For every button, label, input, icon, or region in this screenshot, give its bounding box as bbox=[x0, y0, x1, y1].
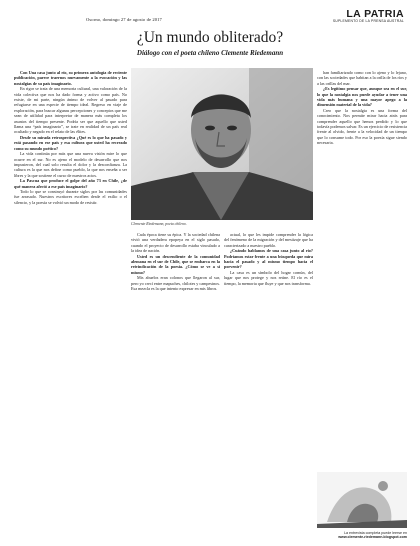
masthead-tagline: SUPLEMENTO DE LA PRENSA AUSTRAL bbox=[332, 19, 404, 23]
paragraph: La vida continúa por más que una nueva visión mire lo que ocurre en el sur. No es ajeno el modelo de desarrollo que nos impusieron, del cual solo resulta el dolor y la desconfianza. La cultura es la que nos define como pueblo, la que nos enseña a ser libres y la que sostiene el curso de nuestros actos. bbox=[14, 151, 127, 178]
photo-caption: Clemente Riedemann, poeta chileno. bbox=[131, 222, 187, 226]
paragraph: Cada época tiene su épica. Y la sociedad chilena vivió una verdadera epopeya en el siglo pasado, cuando el proyecto de desarrollo estaba vinculado a la idea de nación. bbox=[131, 232, 220, 254]
column-3 bbox=[224, 232, 313, 532]
paragraph: En rigor se trata de una memoria cultural, una valoración de la vida colectiva que nos ha dado forma y activo como país. No existe, de mi parte, ningún ánimo de volver al pasado para refugiarse en una especie de tiempo ideal. Regreso en viaje de exploración, para buscar algunas percepciones y conceptos que me sean de utilidad para interpretar de manera más completa los asuntos del tiempo presente. Podría ser que aquello que usted llama una “país imaginario”, se trate en realidad de un país real ocultado y negado en el relato de las élites. bbox=[14, 86, 127, 135]
paragraph: Mis abuelos eran colonos que llegaron al sur, pero yo crecí entre mapuches, chilotes y campesinos. Esa mezcla es la que intento expresar en mis libros. bbox=[131, 275, 220, 292]
paragraph: Usted es un descendiente de la comunidad alemana en el sur de Chile, que se embarca en la reivindicación de la poesía. ¿Cómo se ve a sí mismo? bbox=[131, 253, 220, 275]
paragraph: Creo que la nostalgia es una forma del conocimiento. Nos permite mirar hacia atrás para comprender aquello que hemos perdido y lo que todavía podemos salvar. Es un ejercicio de resistencia frente al olvido, frente a la velocidad de un tiempo que lo consume todo. Por eso la poesía sigue siendo necesaria. bbox=[317, 107, 407, 146]
paragraph: Con Una casa junto al río, su primera antología de reciente publicación, parece traernos nuevamente a la evocación y las nostalgias de su país imaginario. bbox=[14, 70, 127, 86]
footnote bbox=[317, 531, 407, 539]
paragraph: La Pascua que produce el golpe del año 73 en Chile, ¿de qué manera afectó a ese país imaginario? bbox=[14, 178, 127, 189]
article-subtitle: Diálogo con el poeta chileno Clemente Riedemann bbox=[136, 49, 284, 57]
footnote-text: La entrevista completa puede leerse en bbox=[344, 531, 407, 535]
paragraph: ¿Es legítimo pensar que, aunque sea en el sur, lo que la nostalgia nos puede ayudar a tener una vida más humana y una mayor apego a la dimensión material de la vida? bbox=[317, 86, 407, 108]
paragraph: ¿Cuándo hablamos de una casa junto al río? Podríamos estar frente a una búsqueda que mira hacia el pasado y al mismo tiempo hacia el porvenir? bbox=[224, 248, 313, 270]
paragraph: La casa es un símbolo del hogar común, del lugar que nos protege y nos reúne. El río es el tiempo, la memoria que fluye y que nos transforma. bbox=[224, 269, 313, 286]
paragraph: han familiarizado como con lo ajeno y lo lejano, con las sociedades que habitan a la orilla de los ríos y a las orillas del mar. bbox=[317, 70, 407, 86]
decorative-illustration bbox=[317, 472, 407, 528]
paragraph: Todo lo que se construyó durante siglos por las comunidades fue arrasado. Nuestros escritores escriben desde el exilio o el silencio, y la poesía se volvió un modo de resistir. bbox=[14, 188, 127, 205]
column-4 bbox=[317, 70, 407, 470]
paragraph: actual, lo que les impide comprender la lógica del fenómeno de la migración y del mestizaje que ha caracterizado a nuestro pueblo. bbox=[224, 232, 313, 248]
dateline: Osorno, domingo 27 de agosto de 2017 bbox=[86, 17, 162, 22]
masthead bbox=[333, 8, 404, 23]
masthead-title: LA PATRIA bbox=[346, 8, 404, 20]
footnote-link[interactable]: www.clemente-riedemann.blogspot.com bbox=[338, 535, 407, 539]
article-title: ¿Un mundo obliterado? bbox=[136, 29, 284, 46]
paragraph: Desde su mirada retrospectiva ¿Qué es lo que ha pasado y está pasando en ese país y esa cultura que usted ha recreado como su mundo poético? bbox=[14, 134, 127, 151]
column-1 bbox=[14, 70, 127, 532]
author-portrait bbox=[131, 68, 313, 220]
page-header bbox=[14, 8, 406, 26]
column-2 bbox=[131, 232, 220, 532]
